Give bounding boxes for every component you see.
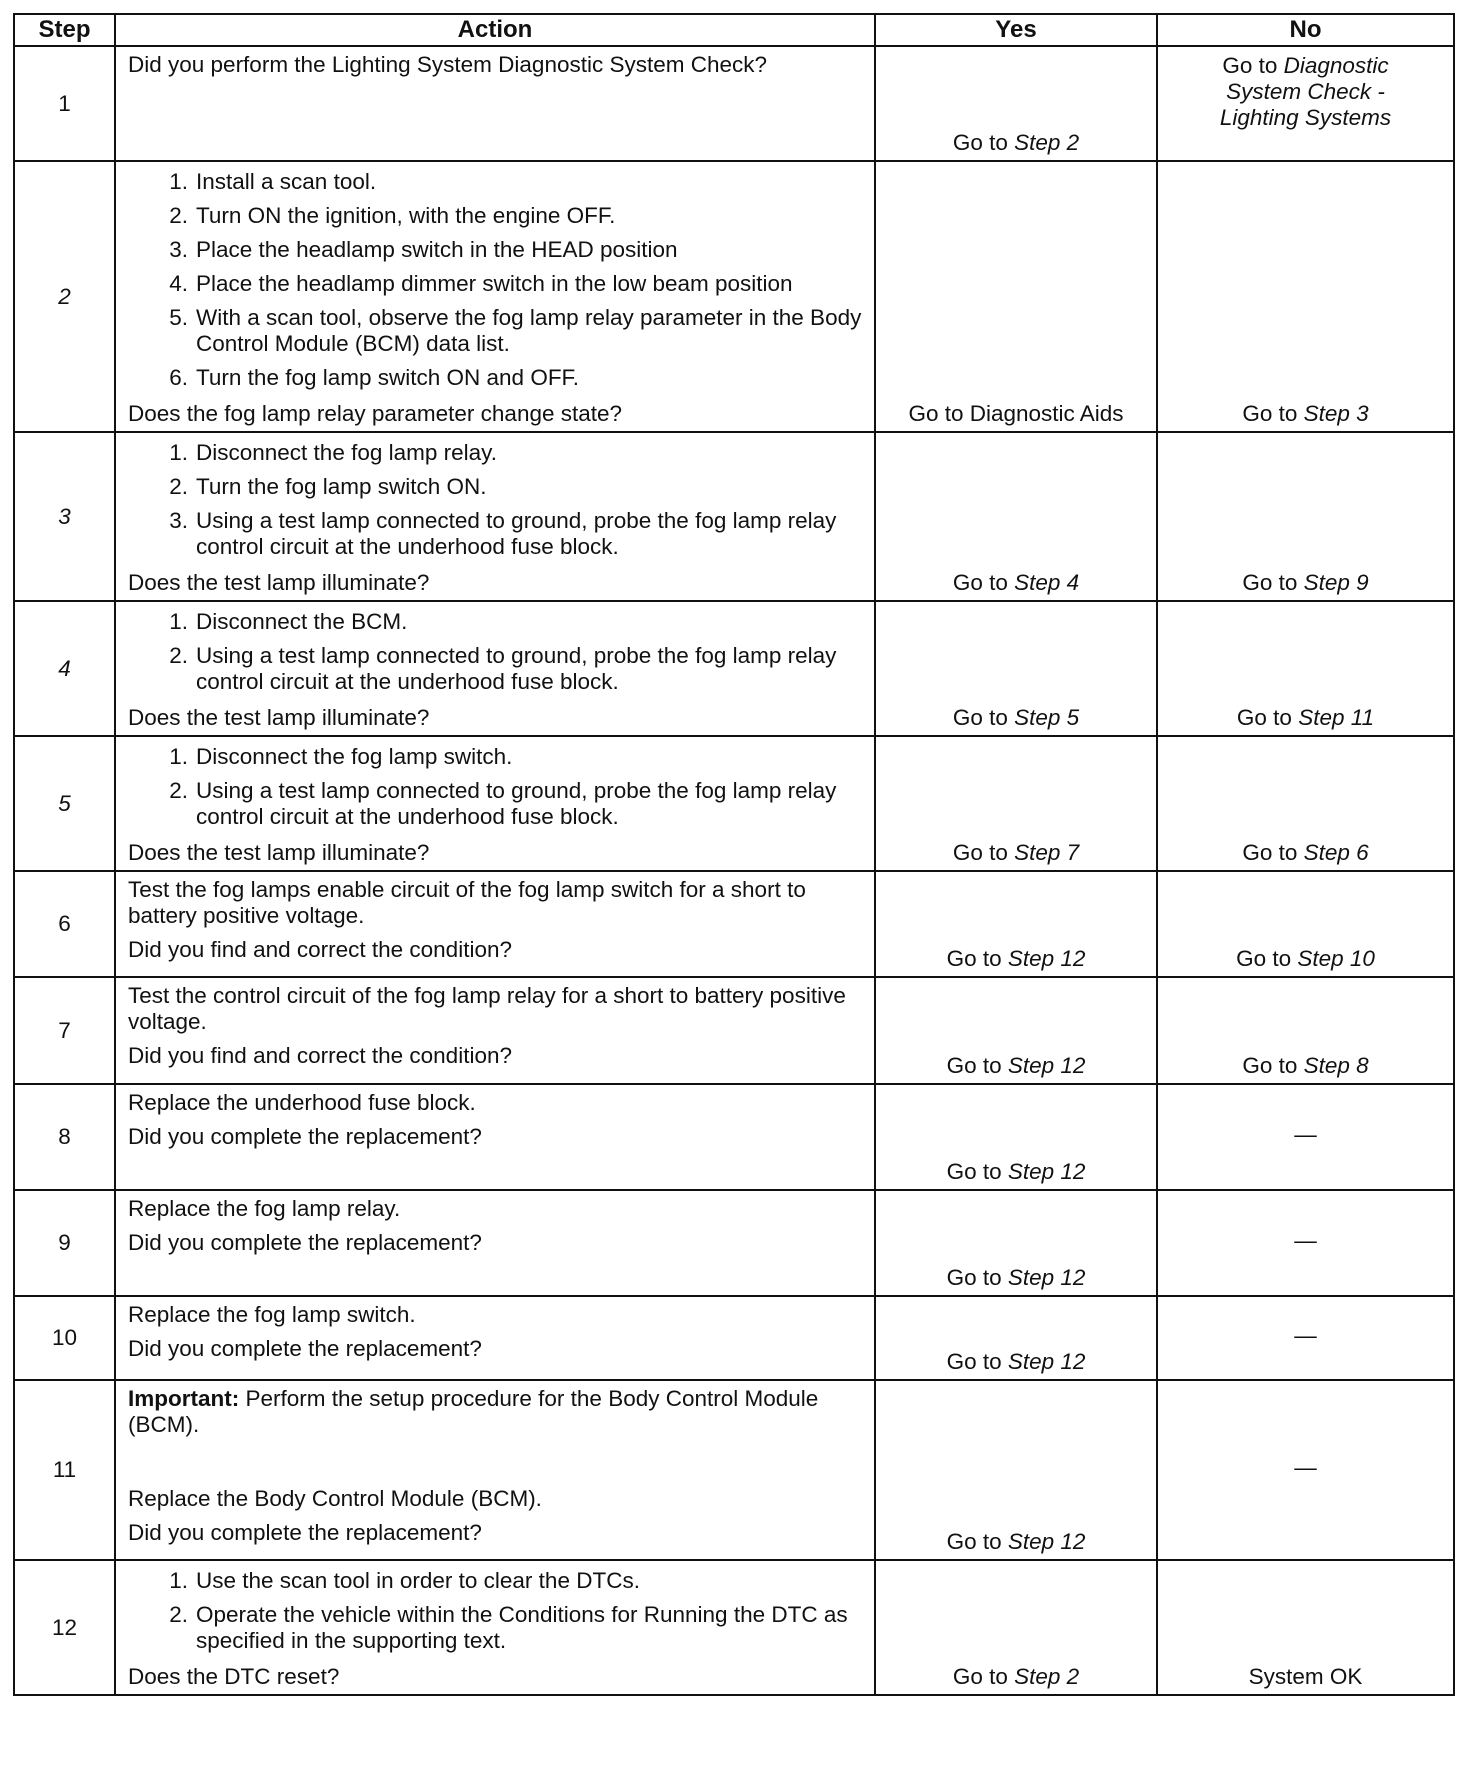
action-text: Replace the fog lamp relay. — [128, 1196, 401, 1221]
action-question: Did you find and correct the condition? — [128, 1043, 512, 1068]
action-text: Replace the underhood fuse block. — [128, 1090, 476, 1115]
no-cell — [1157, 161, 1454, 432]
action-question: Did you find and correct the condition? — [128, 937, 512, 962]
diagnostic-table — [13, 13, 1455, 1696]
no-cell — [1157, 1560, 1454, 1695]
action-cell — [115, 1380, 875, 1560]
no-cell — [1157, 1190, 1454, 1296]
yes-cell: Go to Step 12 — [875, 871, 1157, 977]
no-dash: — — [1294, 1228, 1317, 1253]
no-cell: Go to Step 9 — [1157, 432, 1454, 601]
action-question: Did you complete the replacement? — [128, 1520, 482, 1545]
list-item: 5. With a scan tool, observe the fog lamp relay parameter in the Body Control Module (BCM) data list. — [169, 305, 862, 356]
table-row — [14, 736, 1454, 871]
action-list — [128, 440, 864, 568]
yes-link[interactable]: Step 12 — [1007, 1529, 1086, 1554]
header-no: No — [1157, 14, 1454, 46]
step-number: 3 — [14, 432, 115, 601]
table-row — [14, 977, 1454, 1084]
action-cell — [115, 432, 875, 601]
diagnostic-table-container — [13, 13, 1455, 1696]
no-dash: — — [1294, 1122, 1317, 1147]
header-yes: Yes — [875, 14, 1157, 46]
yes-cell: Go to Step 7 — [875, 736, 1157, 871]
action-cell — [115, 46, 875, 161]
action-list — [128, 1568, 864, 1662]
no-link[interactable]: Step 9 — [1303, 570, 1369, 595]
step-number: 8 — [14, 1084, 115, 1190]
important-label: Important: — [128, 1386, 240, 1411]
no-link-2[interactable]: System Check - — [1226, 79, 1385, 104]
list-item: 2. Using a test lamp connected to ground, probe the fog lamp relay control circuit at the underhood fuse block. — [169, 778, 837, 829]
no-link-3[interactable]: Lighting Systems — [1219, 105, 1392, 130]
list-item: 2. Using a test lamp connected to ground, probe the fog lamp relay control circuit at the underhood fuse block. — [169, 643, 837, 694]
action-cell — [115, 1084, 875, 1190]
action-cell — [115, 161, 875, 432]
yes-link[interactable]: Step 12 — [1007, 1053, 1086, 1078]
yes-cell: Go to Step 12 — [875, 1190, 1157, 1296]
no-cell: Go to Step 6 — [1157, 736, 1454, 871]
action-text: Did you perform the Lighting System Diagnostic System Check? — [128, 52, 768, 77]
action-cell — [115, 871, 875, 977]
header-action: Action — [115, 14, 875, 46]
step-number: 7 — [14, 977, 115, 1084]
yes-link[interactable]: Step 2 — [1014, 1664, 1080, 1689]
yes-link[interactable]: Step 7 — [1014, 840, 1080, 865]
yes-cell: Go to Step 12 — [875, 1084, 1157, 1190]
table-row — [14, 1296, 1454, 1380]
no-cell — [1157, 46, 1454, 161]
no-prefix: Go to — [1242, 401, 1298, 426]
list-item: 1. Install a scan tool. — [169, 169, 377, 194]
yes-link[interactable]: Step 12 — [1007, 946, 1086, 971]
no-cell: Go to Step 10 — [1157, 871, 1454, 977]
action-question: Does the test lamp illuminate? — [128, 705, 430, 730]
action-text: Replace the fog lamp switch. — [128, 1302, 416, 1327]
action-list — [128, 609, 864, 703]
yes-link[interactable]: Step 12 — [1007, 1159, 1086, 1184]
action-list — [128, 169, 864, 399]
action-cell — [115, 1190, 875, 1296]
list-item: 3. Using a test lamp connected to ground, probe the fog lamp relay control circuit at the underhood fuse block. — [169, 508, 837, 559]
yes-cell: Go to Step 12 — [875, 1296, 1157, 1380]
action-text: Test the fog lamps enable circuit of the fog lamp switch for a short to battery positive voltage. — [128, 877, 806, 928]
important-note — [128, 1386, 864, 1438]
action-question: Did you complete the replacement? — [128, 1124, 482, 1149]
action-list — [128, 744, 864, 838]
list-item: 2. Turn ON the ignition, with the engine OFF. — [169, 203, 616, 228]
yes-link[interactable]: Step 5 — [1014, 705, 1080, 730]
no-cell: Go to Step 8 — [1157, 977, 1454, 1084]
action-cell — [115, 601, 875, 736]
important-text: Perform the setup procedure for the Body Control Module (BCM). — [128, 1386, 819, 1437]
list-item: 1. Disconnect the fog lamp relay. — [169, 440, 497, 465]
yes-cell: Go to Step 2 — [875, 1560, 1157, 1695]
list-item: 6. Turn the fog lamp switch ON and OFF. — [169, 365, 580, 390]
yes-link[interactable]: Step 2 — [1014, 130, 1080, 155]
no-link[interactable]: Step 8 — [1303, 1053, 1369, 1078]
step-number: 12 — [14, 1560, 115, 1695]
list-item: 1. Use the scan tool in order to clear the DTCs. — [169, 1568, 640, 1593]
header-row — [14, 14, 1454, 46]
action-text: Test the control circuit of the fog lamp relay for a short to battery positive voltage. — [128, 983, 846, 1034]
no-link-1[interactable]: Diagnostic — [1283, 53, 1389, 78]
yes-cell: Go to Step 12 — [875, 977, 1157, 1084]
table-row — [14, 1380, 1454, 1560]
step-number: 2 — [14, 161, 115, 432]
no-cell — [1157, 1380, 1454, 1560]
action-cell — [115, 736, 875, 871]
no-cell — [1157, 1296, 1454, 1380]
list-item: 3. Place the headlamp switch in the HEAD position — [169, 237, 678, 262]
yes-link[interactable]: Step 12 — [1007, 1349, 1086, 1374]
yes-cell — [875, 46, 1157, 161]
yes-cell: Go to Step 12 — [875, 1380, 1157, 1560]
action-question: Did you complete the replacement? — [128, 1336, 482, 1361]
list-item: 4. Place the headlamp dimmer switch in the low beam position — [169, 271, 793, 296]
step-number: 4 — [14, 601, 115, 736]
action-text: Replace the Body Control Module (BCM). — [128, 1486, 542, 1511]
yes-link[interactable]: Step 12 — [1007, 1265, 1086, 1290]
table-row — [14, 601, 1454, 736]
step-number: 6 — [14, 871, 115, 977]
step-number: 5 — [14, 736, 115, 871]
step-number: 9 — [14, 1190, 115, 1296]
no-link[interactable]: Step 6 — [1303, 840, 1369, 865]
step-number: 10 — [14, 1296, 115, 1380]
action-cell — [115, 1560, 875, 1695]
action-cell — [115, 1296, 875, 1380]
no-link[interactable]: Step 10 — [1297, 946, 1375, 971]
yes-cell: Go to Step 4 — [875, 432, 1157, 601]
table-row — [14, 871, 1454, 977]
yes-cell — [875, 161, 1157, 432]
action-question: Did you complete the replacement? — [128, 1230, 482, 1255]
no-result: System OK — [1248, 1664, 1363, 1689]
action-question: Does the fog lamp relay parameter change state? — [128, 401, 623, 426]
no-link[interactable]: Step 11 — [1298, 705, 1375, 730]
step-number: 1 — [14, 46, 115, 161]
list-item: 2. Turn the fog lamp switch ON. — [169, 474, 487, 499]
table-row — [14, 1084, 1454, 1190]
list-item: 2. Operate the vehicle within the Conditions for Running the DTC as specified in the supporting text. — [169, 1602, 848, 1653]
yes-link[interactable]: Go to Diagnostic Aids — [908, 401, 1124, 426]
no-dash: — — [1294, 1323, 1317, 1348]
list-item: 1. Disconnect the fog lamp switch. — [169, 744, 513, 769]
yes-cell: Go to Step 5 — [875, 601, 1157, 736]
list-item: 1. Disconnect the BCM. — [169, 609, 408, 634]
header-step: Step — [14, 14, 115, 46]
no-cell: Go to Step 11 — [1157, 601, 1454, 736]
action-cell — [115, 977, 875, 1084]
no-cell — [1157, 1084, 1454, 1190]
action-question: Does the test lamp illuminate? — [128, 840, 430, 865]
table-row — [14, 46, 1454, 161]
action-question: Does the DTC reset? — [128, 1664, 340, 1689]
yes-prefix: Go to — [952, 130, 1008, 155]
yes-link[interactable]: Step 4 — [1014, 570, 1080, 595]
step-number: 11 — [14, 1380, 115, 1560]
table-row — [14, 1190, 1454, 1296]
no-dash: — — [1294, 1455, 1317, 1480]
table-row — [14, 1560, 1454, 1695]
table-row — [14, 161, 1454, 432]
no-link[interactable]: Step 3 — [1303, 401, 1369, 426]
no-prefix: Go to — [1222, 53, 1278, 78]
table-row — [14, 432, 1454, 601]
action-question: Does the test lamp illuminate? — [128, 570, 430, 595]
